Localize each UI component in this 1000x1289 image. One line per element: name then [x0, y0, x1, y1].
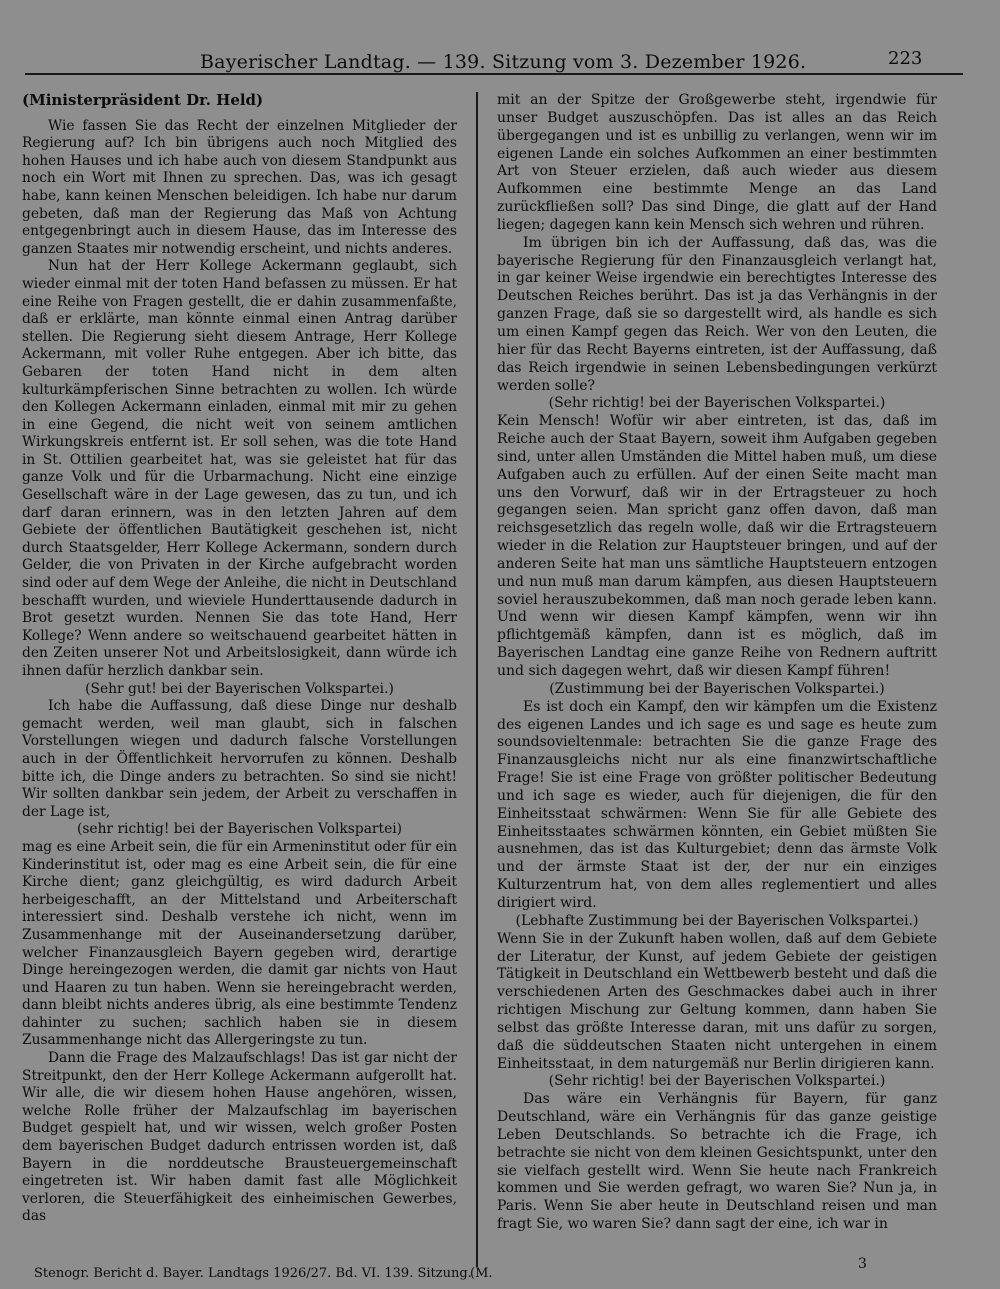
- footer-marker: (M.: [470, 1266, 493, 1281]
- paragraph: Es ist doch ein Kampf, den wir kämpfen um die Existenz des eigenen Landes und ich sage es und sage es heute zum soundsovieltenmale: betrachten Sie die ganze Frage des Finanzausgleichs nicht nur als eine finanzwirtschaftliche Frage! Sie ist eine Frage von größter politischer Bedeutung und ich sage es wieder, auch für diejenigen, die für den Einheitsstaat schwärmen: Wenn Sie für alle Gebiete des Einheitsstaates schwärmen könnten, ein Gebiet müßten Sie ausnehmen, das ist das Kulturgebiet; denn das ärmste Volk und der ärmste Staat ist der, der nur ein einziges Kulturzentrum hat, von dem alles reglementiert und alles dirigiert wird.: [497, 698, 937, 911]
- paragraph: mag es eine Arbeit sein, die für ein Armeninstitut oder für ein Kinderinstitut ist, oder mag es eine Arbeit sein, die für eine Kirche dient; ganz gleichgültig, es wird dadurch Arbeit herbeigeschafft, an der Mittelstand und Arbeiterschaft interessiert sind. Deshalb verstehe ich nicht, wenn im Zusammenhange mit der Auseinandersetzung darüber, welcher Finanzausgleich Bayern gegeben wird, derartige Dinge hereingezogen werden, die damit gar nichts von Haut und Haaren zu tun haben. Wenn sie hereingebracht werden, dann bleibt nichts anderes übrig, als eine bestimmte Tendenz dahinter zu suchen; sachlich haben sie in diesem Zusammenhange nicht das Allergeringste zu tun.: [22, 838, 457, 1049]
- page-header: [0, 48, 1000, 74]
- interjection: (Sehr richtig! bei der Bayerischen Volkspartei.): [548, 395, 886, 412]
- paragraph: Wenn Sie in der Zukunft haben wollen, daß auf dem Gebiete der Literatur, der Kunst, auf jedem Gebiete der geistigen Tätigkeit in Deutschland ein Wettbewerb besteht und daß die verschiedenen Arten des Geschmackes dabei auch in ihrer richtigen Mischung zur Geltung kommen, dann haben Sie selbst das größte Interesse daran, mit uns dafür zu sorgen, daß die süddeutschen Staaten nicht untergehen in einem Einheitsstaat, in dem naturgemäß nur Berlin dirigieren kann.: [497, 930, 937, 1072]
- paragraph: Kein Mensch! Wofür wir aber eintreten, ist das, daß im Reiche auch der Staat Bayern, soweit ihm Aufgaben gegeben sind, unter allen Umständen die Mittel haben muß, um diese Aufgaben auch zu erfüllen. Auf der einen Seite macht man uns den Vorwurf, daß wir in der Ertragsteuer zu hoch gegangen seien. Man spricht ganz offen davon, daß man reichsgesetzlich das regeln wolle, daß wir die Ertragsteuern wieder in die Relation zur Hauptsteuer bringen, und auf der anderen Seite hat man uns sämtliche Hauptsteuern entzogen und nun muß man darum kämpfen, aus diesen Hauptsteuern soviel herauszubekommen, daß man noch gerade leben kann. Und wenn wir diesen Kampf kämpfen, wenn wir ihn pflichtgemäß kämpfen, dann ist es möglich, daß im Bayerischen Landtag eine ganze Reihe von Rednern auftritt und sich dagegen wehrt, daß wir diesen Kampf führen!: [497, 413, 937, 679]
- interjection: (Lebhafte Zustimmung bei der Bayerischen Volkspartei.): [515, 912, 919, 929]
- header-rule: [25, 73, 963, 75]
- interjection: (sehr richtig! bei der Bayerischen Volkspartei): [76, 821, 403, 838]
- left-column: [22, 92, 457, 1226]
- paragraph: Nun hat der Herr Kollege Ackermann geglaubt, sich wieder einmal mit der toten Hand befassen zu müssen. Er hat eine Reihe von Fragen gestellt, die er dahin zusammenfaßte, daß er erklärte, man könnte einmal einen Antrag darüber stellen. Die Regierung sieht diesem Antrage, Herr Kollege Ackermann, mit voller Ruhe entgegen. Aber ich bitte, das Gebaren der toten Hand nicht in dem alten kulturkämpferischen Sinne betrachten zu wollen. Ich würde den Kollegen Ackermann einladen, einmal mit mir zu gehen in eine Gegend, die nicht weit von seinem amtlichen Wirkungskreis entfernt ist. Er soll sehen, was die tote Hand in St. Ottilien gearbeitet hat, was sie geleistet hat für das ganze Volk und für die Urbarmachung. Nicht eine einzige Gesellschaft wäre in der Lage gewesen, das zu tun, und ich darf daran erinnern, was in den letzten Jahren auf dem Gebiete der öffentlichen Bautätigkeit geschehen ist, nicht durch Staatsgelder, Herr Kollege Ackermann, sondern durch Gelder, die von Privaten in der Kirche aufgebracht worden sind oder auf dem Wege der Anleihe, die nicht in Deutschland beschafft wurden, und wieviele Hunderttausende dadurch in Brot gesetzt wurden. Nennen Sie das tote Hand, Herr Kollege? Wenn andere so weitschauend gearbeitet hätten in den Zeiten unserer Not und Arbeitslosigkeit, dann würde ich ihnen dafür herzlich dankbar sein.: [22, 258, 457, 679]
- footer-signature: 3: [858, 1256, 867, 1272]
- interjection: (Zustimmung bei der Bayerischen Volkspartei.): [549, 680, 885, 697]
- page-footer: [34, 1256, 974, 1286]
- interjection: (Sehr gut! bei der Bayerischen Volkspartei.): [85, 680, 394, 697]
- page-number: 223: [888, 48, 923, 69]
- paragraph: Dann die Frage des Malzaufschlags! Das ist gar nicht der Streitpunkt, den der Herr Kollege Ackermann aufgerollt hat. Wir alle, die wir diesem hohen Hause angehören, wissen, welche Rolle früher der Malzaufschlag im bayerischen Budget gespielt hat, und wir wissen, welch großer Posten dem bayerischen Budget dadurch entrissen worden ist, daß Bayern in die norddeutsche Brausteuergemeinschaft eingetreten ist. Wir haben damit fast alle Möglichkeit verloren, die Steuerfähigkeit des einheimischen Gewerbes, das: [22, 1050, 457, 1225]
- interjection: (Sehr richtig! bei der Bayerischen Volkspartei.): [548, 1073, 886, 1090]
- speaker-label: (Ministerpräsident Dr. Held): [22, 91, 264, 109]
- right-column: [497, 92, 937, 1234]
- paragraph: Im übrigen bin ich der Auffassung, daß das, was die bayerische Regierung für den Finanzausgleich verlangt hat, in gar keiner Weise irgendwie ein berechtigtes Interesse des Deutschen Reiches berührt. Das ist ja das Verhängnis in der ganzen Frage, daß sie so dargestellt wird, als handle es sich um einen Kampf gegen das Reich. Wer von den Leuten, die hier für das Recht Bayerns eintreten, ist der Auffassung, daß das Reich irgendwie in seinen Lebensbedingungen verkürzt werden solle?: [497, 234, 937, 394]
- column-divider: [476, 92, 478, 1267]
- paragraph: Das wäre ein Verhängnis für Bayern, für ganz Deutschland, wäre ein Verhängnis für das ganze geistige Leben Deutschlands. So betrachte ich die Frage, ich betrachte sie nicht von dem kleinen Gesichtspunkt, unter den sie vielfach gestellt wird. Wenn Sie heute nach Frankreich kommen und Sie werden gefragt, wo waren Sie? Nun ja, in Paris. Wenn Sie aber heute in Deutschland reisen und man fragt Sie, wo waren Sie? dann sagt der eine, ich war in: [497, 1091, 937, 1233]
- paragraph: Ich habe die Auffassung, daß diese Dinge nur deshalb gemacht werden, weil man glaubt, sich in falschen Vorstellungen wiegen und dadurch falsche Vorstellungen auch in der Öffentlichkeit hervorrufen zu können. Deshalb bitte ich, die Dinge anders zu betrachten. So sind sie nicht! Wir sollten dankbar sein jedem, der Arbeit zu verschaffen in der Lage ist,: [22, 698, 457, 820]
- paragraph: mit an der Spitze der Großgewerbe steht, irgendwie für unser Budget auszuschöpfen. Das ist alles an das Reich übergegangen und ist es unbillig zu verlangen, wenn wir im eigenen Lande ein solches Aufkommen an einer bestimmten Art von Steuer erzielen, daß auch wieder aus diesem Aufkommen eine bestimmte Menge an das Land zurückfließen soll? Das sind Dinge, die glatt auf der Hand liegen; dagegen kann kein Mensch sich wehren und rühren.: [497, 92, 937, 233]
- header-title: Bayerischer Landtag. — 139. Sitzung vom 3. Dezember 1926.: [200, 51, 807, 73]
- paragraph: Wie fassen Sie das Recht der einzelnen Mitglieder der Regierung auf? Ich bin übrigens auch noch Mitglied des hohen Hauses und ich habe auch von diesem Standpunkt aus noch ein Wort mit Ihnen zu sprechen. Das, was ich gesagt habe, kann keinen Menschen beleidigen. Ich habe nur darum gebeten, daß man der Regierung das Maß von Achtung entgegenbringt auch in diesem Hause, das im Interesse des ganzen Staates mir notwendig erscheint, und nichts anderes.: [22, 117, 457, 257]
- footer-source: Stenogr. Bericht d. Bayer. Landtags 1926/27. Bd. VI. 139. Sitzung.: [34, 1266, 472, 1281]
